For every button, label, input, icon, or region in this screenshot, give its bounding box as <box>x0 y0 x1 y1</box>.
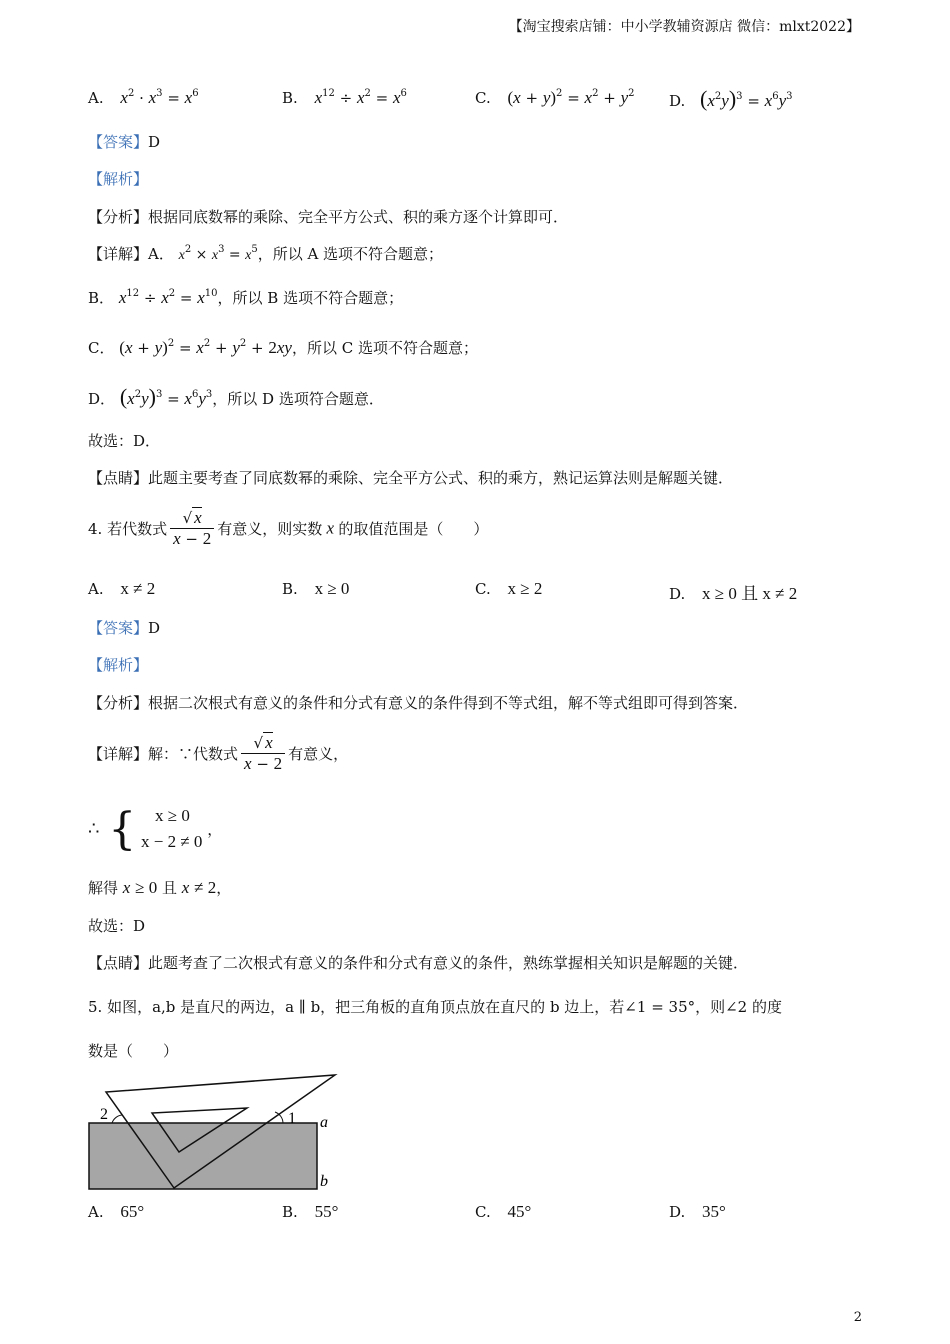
q4-analysis: 【分析】根据二次根式有意义的条件和分式有意义的条件得到不等式组，解不等式组即可得到答案． <box>88 694 749 712</box>
q4-inequality-system: ∴ { x ≥ 0 x − 2 ≠ 0 ， <box>88 803 223 855</box>
option-label: A. <box>88 89 104 107</box>
brace-icon: { <box>108 803 137 855</box>
q3-option-a[interactable]: A. $x^2 \cdot x^3 = x^6$ <box>88 88 199 107</box>
q3-detail-c: C． $(x + y)^2 = x^2 + y^2 + 2xy$，所以 C 选项不符合题意； <box>88 338 478 357</box>
q3-analysis-tag: 【解析】 <box>88 170 149 188</box>
q5-stem-line2: 数是（ ） <box>88 1042 179 1060</box>
q4-option-b[interactable]: B. x ≥ 0 <box>282 579 350 598</box>
line-b-label: b <box>320 1173 328 1190</box>
line-a-label: a <box>320 1114 328 1131</box>
ruler-triangle-figure <box>86 1070 346 1194</box>
q3-detail-b: B． $x^{12} \div x^2 = x^{10}$，所以 B 选项不符合题意； <box>88 288 404 307</box>
q5-stem-line1: 5. 如图，a,b 是直尺的两边，a ∥ b，把三角板的直角顶点放在直尺的 b 边上，若∠1 = 35°，则∠2 的度 <box>88 998 782 1016</box>
angle1-arc <box>275 1112 283 1123</box>
option-label: D. <box>669 92 686 110</box>
q4-option-d[interactable]: D. x ≥ 0 且 x ≠ 2 <box>669 584 798 603</box>
q3-comment: 【点睛】此题主要考查了同底数幂的乘除、完全平方公式、积的乘方，熟记运算法则是解题关键． <box>88 469 734 487</box>
page-header: 【淘宝搜索店铺：中小学教辅资源店 微信：mlxt2022】 <box>508 19 860 35</box>
q3-answer: 【答案】D <box>88 133 161 151</box>
fraction: $\frac{√ x}{x - 2}$ <box>170 508 214 549</box>
q5-option-b[interactable]: B. 55° <box>282 1202 339 1221</box>
q3-detail-d: D． $(x^2y)^3 = x^6y^3$，所以 D 选项符合题意． <box>88 384 384 409</box>
q4-option-c[interactable]: C. x ≥ 2 <box>475 579 543 598</box>
option-label: C. <box>475 89 491 107</box>
q4-detail: 【详解】解：∵代数式 $\frac{√ x}{x - 2}$ 有意义， <box>88 733 349 773</box>
q5-option-d[interactable]: D. 35° <box>669 1202 726 1221</box>
q3-option-d[interactable]: D. $(x^2y)^3 = x^6y^3$ <box>669 86 793 111</box>
angle1-label: 1 <box>288 1110 296 1127</box>
q4-stem: 4. 若代数式 $\frac{√ x}{x - 2}$ 有意义，则实数 x 的取值范围是（ ） <box>88 508 489 548</box>
q4-solve: 解得 x ≥ 0 且 x ≠ 2， <box>88 878 232 897</box>
q4-answer: 【答案】D <box>88 619 161 637</box>
q4-option-a[interactable]: A. x ≠ 2 <box>88 579 156 598</box>
fraction: $\frac{√ x}{x - 2}$ <box>241 733 285 774</box>
q4-choose: 故选：D <box>88 917 146 935</box>
angle2-label: 2 <box>100 1106 108 1123</box>
ruler <box>89 1123 317 1189</box>
q5-option-c[interactable]: C. 45° <box>475 1202 532 1221</box>
q3-analysis: 【分析】根据同底数幂的乘除、完全平方公式、积的乘方逐个计算即可． <box>88 208 569 226</box>
q3-choose: 故选：D． <box>88 432 161 450</box>
q4-analysis-tag: 【解析】 <box>88 656 149 674</box>
q3-detail-a: 【详解】A． $x^2 \times x^3 = x^5$，所以 A 选项不符合题意； <box>88 244 444 263</box>
q5-option-a[interactable]: A. 65° <box>88 1202 145 1221</box>
option-label: B. <box>282 89 298 107</box>
q3-option-b[interactable]: B. $x^{12} \div x^2 = x^6$ <box>282 88 407 107</box>
q4-comment: 【点睛】此题考查了二次根式有意义的条件和分式有意义的条件，熟练掌握相关知识是解题的关键． <box>88 954 749 972</box>
angle2-arc <box>112 1115 122 1123</box>
page-number: 2 <box>853 1310 862 1325</box>
q3-option-c[interactable]: C. $(x + y)^2 = x^2 + y^2$ <box>475 88 635 107</box>
